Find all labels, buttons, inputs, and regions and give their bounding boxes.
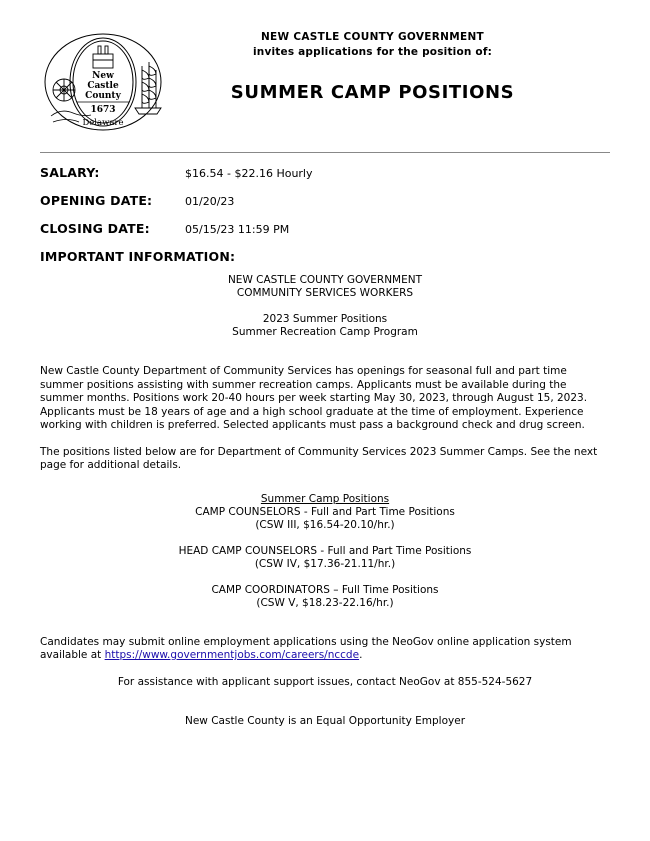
equal-opportunity-line: New Castle County is an Equal Opportunity Employer bbox=[184, 714, 466, 727]
intro-line-positions: 2023 Summer Positions bbox=[262, 313, 388, 325]
intro-line-org: NEW CASTLE COUNTY GOVERNMENT bbox=[227, 274, 423, 286]
position-detail-camp-coordinators: (CSW V, $18.23-22.16/hr.) bbox=[256, 596, 394, 609]
field-row-closing-date bbox=[40, 221, 610, 236]
opening-date-label: OPENING DATE: bbox=[40, 193, 153, 208]
position-detail-head-camp-counselors: (CSW IV, $17.36-21.11/hr.) bbox=[254, 557, 396, 570]
assistance-line: For assistance with applicant support issues, contact NeoGov at 855-524-5627 bbox=[117, 675, 533, 688]
seal-line2: Castle bbox=[86, 81, 119, 91]
positions-heading: Summer Camp Positions bbox=[260, 492, 390, 505]
position-title-head-camp-counselors: HEAD CAMP COUNSELORS - Full and Part Time Positions bbox=[178, 544, 472, 557]
county-seal bbox=[40, 30, 165, 135]
paragraph-positions-note: The positions listed below are for Department of Community Services 2023 Summer Camps. See the next page for additional details. bbox=[40, 445, 598, 471]
field-row-opening-date bbox=[40, 193, 610, 208]
document-header bbox=[40, 0, 610, 140]
invite-line: invites applications for the position of: bbox=[252, 46, 492, 58]
seal-state: Delaware bbox=[81, 118, 124, 128]
intro-line-program: Summer Recreation Camp Program bbox=[232, 326, 418, 338]
position-detail-camp-counselors: (CSW III, $16.54-20.10/hr.) bbox=[255, 518, 395, 531]
application-link[interactable]: https://www.governmentjobs.com/careers/nccde bbox=[104, 649, 360, 661]
field-row-salary bbox=[40, 165, 610, 180]
closing-date-label: CLOSING DATE: bbox=[40, 221, 150, 236]
document-body bbox=[40, 274, 610, 728]
org-name: NEW CASTLE COUNTY GOVERNMENT bbox=[260, 31, 485, 43]
intro-line-workers: COMMUNITY SERVICES WORKERS bbox=[236, 287, 414, 299]
apply-text-before: Candidates may submit online employment applications using the NeoGov online application system available at bbox=[40, 635, 572, 661]
seal-year: 1673 bbox=[89, 105, 116, 115]
paragraph-overview: New Castle County Department of Community Services has openings for seasonal full and part time summer positions assisting with summer recreation camps. Applicants must be available during the summer months. Positions work 20-40 hours per week starting May 30, 2023, through August 15, 2023. Applicants must be 18 years of age and a high school graduate at the time of employment. Experience working with children is preferred. Selected applicants must pass a background check and drug screen. bbox=[40, 365, 588, 431]
spacer-after-intro bbox=[40, 339, 610, 365]
spacer-before-assistance bbox=[40, 663, 610, 676]
intro-block bbox=[40, 274, 610, 339]
spacer-before-footer bbox=[40, 610, 610, 636]
positions-spacer-1 bbox=[40, 532, 610, 545]
seal-line3: County bbox=[84, 91, 121, 101]
apply-text-after: . bbox=[359, 649, 363, 661]
intro-spacer bbox=[40, 300, 610, 313]
position-title-camp-coordinators: CAMP COORDINATORS – Full Time Positions bbox=[211, 583, 439, 596]
positions-spacer-2 bbox=[40, 571, 610, 584]
important-information-heading: IMPORTANT INFORMATION: bbox=[40, 249, 236, 264]
opening-date-value: 01/20/23 bbox=[185, 195, 235, 208]
field-list bbox=[40, 153, 610, 264]
position-title-camp-counselors: CAMP COUNSELORS - Full and Part Time Positions bbox=[195, 505, 455, 518]
salary-value: $16.54 - $22.16 Hourly bbox=[185, 167, 313, 180]
positions-list bbox=[40, 493, 610, 610]
header-text-block bbox=[165, 30, 610, 103]
apply-instructions bbox=[40, 636, 610, 663]
closing-date-value: 05/15/23 11:59 PM bbox=[185, 223, 290, 236]
salary-label: SALARY: bbox=[40, 165, 100, 180]
spacer-before-positions bbox=[40, 473, 610, 493]
seal-line1: New bbox=[91, 71, 114, 81]
page-title: SUMMER CAMP POSITIONS bbox=[230, 82, 515, 103]
spacer-before-eoe bbox=[40, 689, 610, 715]
